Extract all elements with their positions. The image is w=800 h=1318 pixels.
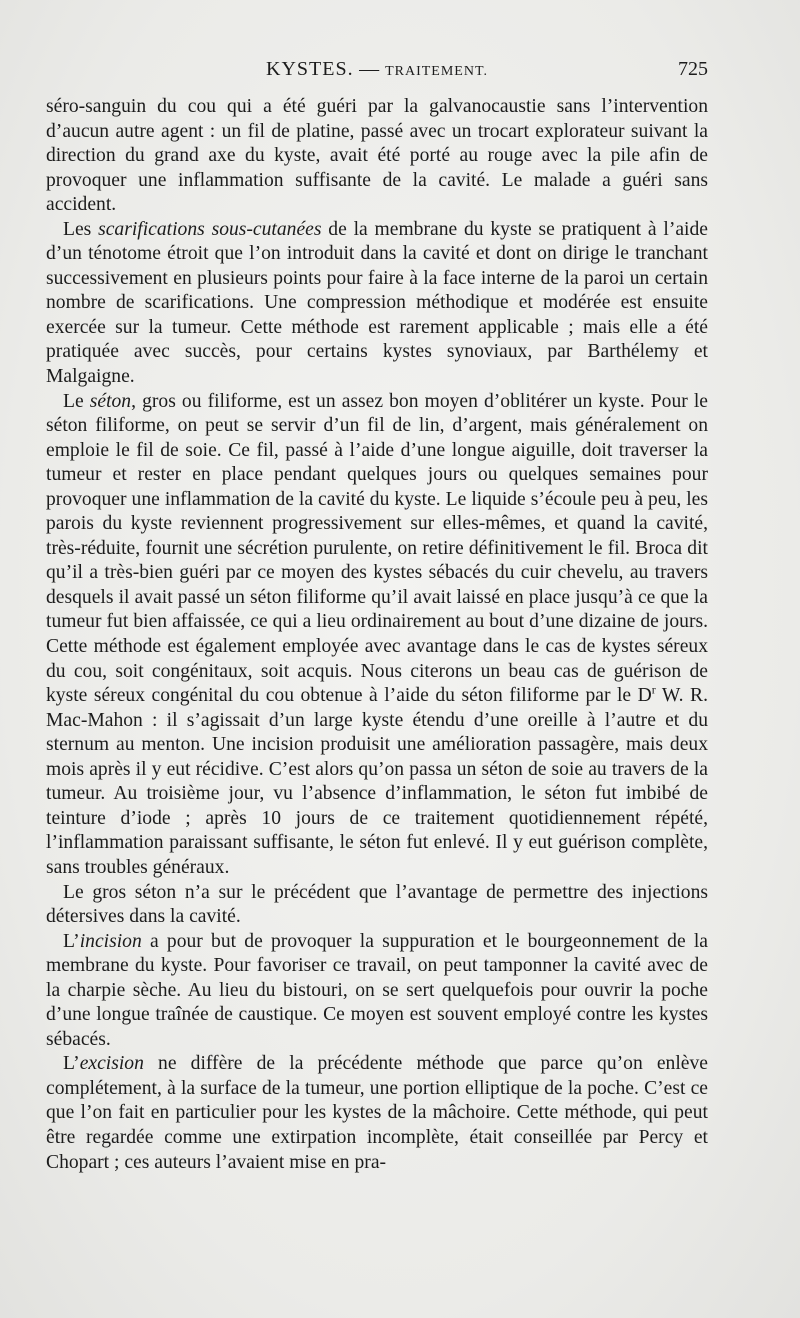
italic-term: séton [89, 390, 132, 412]
paragraph [46, 390, 708, 881]
text-run: de la membrane du kyste se pratiquent à l’aide d’un ténotome étroit que l’on introduit dans la cavité et dont on dirige le tranchant successivement en plusieurs points pour faire à la face interne de la paroi un certain nombre de scarifications. Une compression méthodique et modérée est ensuite exercée sur la tumeur. Cette méthode est rarement applicable ; mais elle a été pratiquée avec succès, pour certains kystes synoviaux, par Barthélemy et Malgaigne. [46, 218, 708, 388]
superscript: r [651, 682, 656, 697]
page-header [46, 58, 708, 84]
text-run: W. R. Mac-Mahon : il s’agissait d’un large kyste étendu d’une oreille à l’autre et du sternum au menton. Une incision produisit une amélioration passagère, mais deux mois après il y eut récidive. C’est alors qu’on passa un séton de soie au travers de la tumeur. Au troisième jour, vu l’absence d’inflammation, le séton fut imbibé de teinture d’iode ; après 10 jours de ce traitement quotidiennement répété, l’inflammation paraissant suffisante, le séton fut enlevé. Il y eut guérison complète, sans troubles généraux. [46, 685, 708, 878]
text-run: L’ [63, 930, 80, 952]
text-run: séro-sanguin du cou qui a été guéri par la galvanocaustie sans l’intervention d’aucun autre agent : un fil de platine, passé avec un trocart explorateur suivant la direction du grand axe du kyste, avait été porté au rouge avec la pile afin de provoquer une inflammation suffisante de la cavité. Le malade a guéri sans accident. [46, 96, 708, 216]
running-head-sub: TRAITEMENT. [385, 64, 488, 79]
paragraph [46, 930, 708, 1053]
text-run: Le gros séton n’a sur le précédent que l’avantage de permettre des injections détersives dans la cavité. [46, 881, 708, 928]
italic-term: incision [79, 930, 142, 952]
italic-term: scarifications sous-cutanées [98, 218, 322, 240]
running-head [46, 58, 708, 81]
italic-term: excision [79, 1053, 144, 1075]
page-number: 725 [678, 58, 708, 80]
paragraph [46, 95, 708, 218]
text-run: , gros ou filiforme, est un assez bon moyen d’oblitérer un kyste. Pour le séton filiforme, on peut se servir d’un fil de lin, d’argent, mais généralement on emploie le fil de soie. Ce fil, passé à l’aide d’une longue aiguille, doit traverser la tumeur et rester en place pendant quelques jours ou quelques semaines pour provoquer une inflammation de la cavité du kyste. Le liquide s’écoule peu à peu, les parois du kyste reviennent progressivement sur elles-mêmes, et quand la cavité, très-réduite, fournit une sécrétion purulente, on retire définitivement le fil. Broca dit qu’il a très-bien guéri par ce moyen des kystes sébacés du cuir chevelu, au travers desquels il avait passé un séton filiforme qu’il avait laissé en place jusqu’à ce que la tumeur fut bien affaissée, ce qui a lieu ordinairement au bout d’une dizaine de jours. Cette méthode est également employée avec avantage dans le cas de kystes séreux du cou, soit congénitaux, soit acquis. Nous citerons un beau cas de guérison de kyste séreux congénital du cou obtenue à l’aide du séton filiforme par le D [46, 390, 708, 707]
paragraph [46, 218, 708, 390]
text-run: Les [63, 218, 99, 240]
text-run: L’ [63, 1053, 80, 1075]
paragraph [46, 881, 708, 930]
paragraph [46, 1052, 708, 1175]
running-head-dash: — [359, 58, 380, 80]
text-run: Le [63, 390, 90, 412]
running-head-main: KYSTES. [266, 58, 354, 80]
text-run: a pour but de provoquer la suppuration et le bourgeonnement de la membrane du kyste. Pour favoriser ce travail, on peut tamponner la cavité avec de la charpie sèche. Au lieu du bistouri, on se sert quelquefois pour ouvrir la poche d’une longue traînée de caustique. Ce moyen est souvent employé contre les kystes sébacés. [46, 930, 708, 1050]
text-run: ne diffère de la précédente méthode que parce qu’on enlève complétement, à la surface de la tumeur, une portion elliptique de la poche. C’est ce que l’on fait en particulier pour les kystes de la mâchoire. Cette méthode, qui peut être regardée comme une extirpation incomplète, était conseillée par Percy et Chopart ; ces auteurs l’avaient mise en pra- [46, 1053, 708, 1173]
body-text [46, 95, 708, 1175]
